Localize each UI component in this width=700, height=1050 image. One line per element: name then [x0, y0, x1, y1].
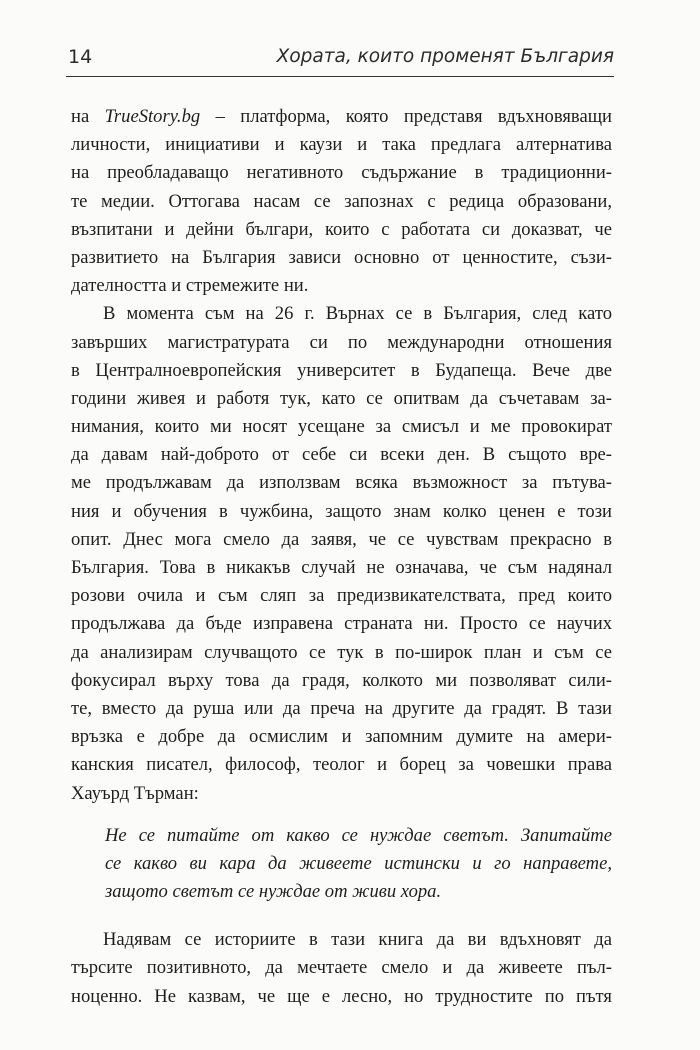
text-line: ме продължавам да използвам всяка възможност за пътува- — [71, 472, 612, 494]
text-run: на — [71, 106, 105, 127]
site-name: TrueStory.bg — [104, 106, 201, 127]
spacer — [71, 808, 612, 822]
text-line: личности, инициативи и каузи и така предлага алтернатива — [71, 134, 612, 156]
text-line: канския писател, философ, теолог и борец за човешки права — [71, 754, 612, 776]
text-line: възпитани и дейни българи, които с работата си доказват, че — [71, 218, 612, 240]
text-line: розови очила и съм сляп за предизвикателствата, пред които — [71, 585, 612, 607]
text-line: България. Това в никакъв случай не означава, че съм надянал — [71, 557, 612, 578]
text-line: те, вместо да руша или да преча на другите да градят. В тази — [71, 697, 612, 719]
paragraph-1 — [71, 103, 612, 300]
paragraph-3 — [71, 926, 612, 1011]
text-line: нимания, които ми носят усещане за смисъл и ме провокират — [71, 416, 612, 438]
text-line: връзка е добре да осмислим и запомним думите на амери- — [71, 726, 612, 748]
text-line — [71, 103, 612, 131]
text-line: Хауърд Търман: — [71, 782, 199, 804]
page-header — [66, 44, 614, 78]
text-line: в Централноевропейския университет в Будапеща. Вече две — [71, 359, 612, 381]
text-line: В момента съм на 26 г. Върнах се в България, след като — [103, 303, 612, 325]
text-line: те медии. Оттогава насам се запознах с редица образовани, — [71, 190, 612, 212]
text-line: търсите позитивното, да мечтаете смело и да живеете пъл- — [71, 957, 612, 979]
text-line: продължава да бъде изправена страната ни. Просто се научих — [71, 613, 612, 635]
text-line: на преобладаващо негативното съдържание в традиционни- — [71, 162, 612, 184]
page-number: 14 — [68, 46, 93, 68]
quote-line: Не се питайте от какво се нуждае светът. Запитайте — [105, 824, 612, 846]
text-line: опит. Днес мога смело да заявя, че се чувствам прекрасно в — [71, 528, 612, 550]
body-text — [71, 103, 612, 1011]
text-line: да анализирам случващото се тук в по-широк план и съм се — [71, 641, 612, 663]
text-run: – платформа, която представя вдъхновяващи — [200, 106, 612, 127]
paragraph-2 — [71, 300, 612, 807]
text-line: години живея и работя тук, като се опитвам да съчетавам за- — [71, 387, 612, 409]
spacer — [71, 906, 612, 926]
text-line: ноценно. Не казвам, че ще е лесно, но трудностите по пътя — [71, 985, 612, 1007]
block-quote — [71, 822, 612, 907]
text-line: дателността и стремежите ни. — [71, 275, 309, 297]
running-title: Хората, които променят България — [276, 46, 614, 67]
text-line: завърших магистратурата си по международни отношения — [71, 331, 612, 353]
text-line: развитието на България зависи основно от ценностите, съзи- — [71, 246, 612, 268]
quote-line: се какво ви кара да живеете истински и го направете, — [105, 852, 612, 874]
header-rule — [66, 76, 614, 77]
text-line: да давам най-доброто от себе си всеки ден. В същото вре- — [71, 444, 612, 466]
text-line: ния и обучения в чужбина, защото знам колко ценен е този — [71, 500, 612, 522]
text-line: Надявам се историите в тази книга да ви вдъхновят да — [103, 929, 612, 951]
quote-line: защото светът се нуждае от живи хора. — [105, 881, 442, 903]
text-line: фокусирал върху това да градя, колкото ми позволяват сили- — [71, 669, 612, 691]
